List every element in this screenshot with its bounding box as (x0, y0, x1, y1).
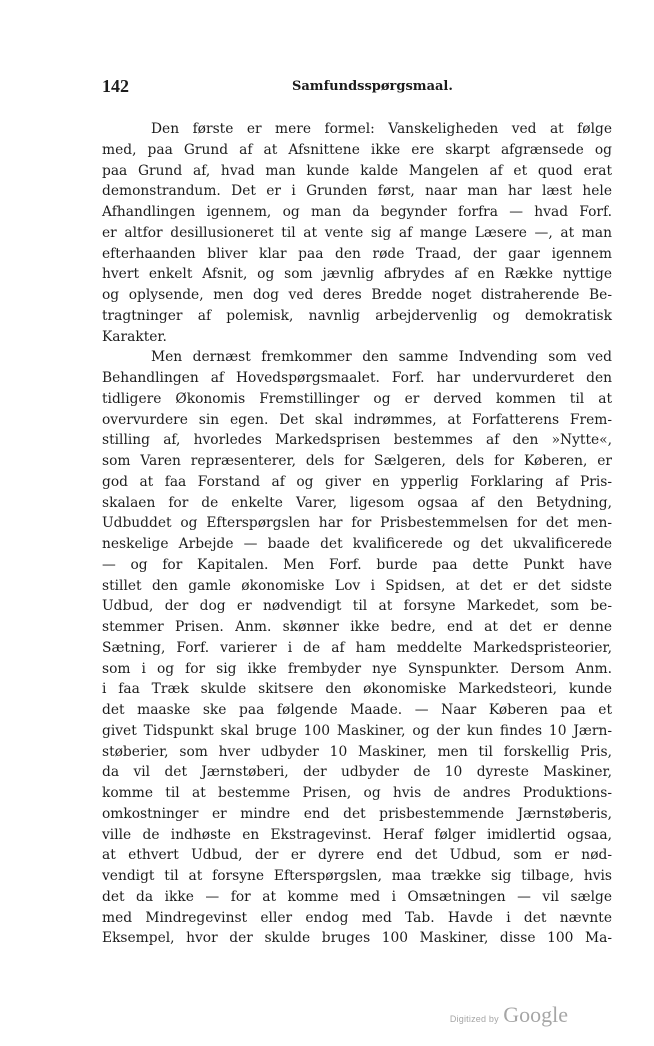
text-line: og oplysende, men dog ved deres Bredde noget distraherende Be- (102, 287, 612, 303)
text-line: Sætning, Forf. varierer i de af ham meddelte Markedspristeorier, (102, 639, 612, 656)
text-line: det maaske ske paa følgende Maade. — Naar Køberen paa et (102, 702, 612, 718)
body-text (102, 119, 612, 949)
text-line: Udbud, der dog er nødvendigt til at forsyne Markedet, som be- (102, 598, 612, 615)
text-line: med Mindregevinst eller endog med Tab. Havde i det nævnte (102, 909, 612, 926)
text-line: som Varen repræsenterer, dels for Sælgeren, dels for Køberen, er (102, 453, 612, 469)
text-line: Udbuddet og Efterspørgslen har for Prisbestemmelsen for det men- (102, 515, 612, 532)
text-line: hvert enkelt Afsnit, og som jævnlig afbrydes af en Række nyttige (102, 266, 612, 283)
text-line: stilling af, hvorledes Markedsprisen bestemmes af den »Nytte«, (102, 432, 612, 449)
text-line: stemmer Prisen. Anm. skønner ikke bedre, end at det er denne (102, 619, 612, 635)
text-line: med, paa Grund af at Afsnittene ikke ere skarpt afgrænsede og (102, 141, 612, 158)
text-line: overvurdere sin egen. Det skal indrømmes, at Forfatterens Frem- (102, 411, 612, 428)
text-line: stillet den gamle økonomiske Lov i Spidsen, at det er det sidste (102, 577, 612, 594)
text-line: det da ikke — for at komme med i Omsætningen — vil sælge (102, 888, 612, 905)
text-line: vendigt til at forsyne Efterspørgslen, maa trække sig tilbage, hvis (102, 868, 612, 884)
text-line: tidligere Økonomis Fremstillinger og er derved kommen til at (102, 390, 612, 407)
page-header (102, 76, 612, 100)
text-line: — og for Kapitalen. Men Forf. burde paa dette Punkt have (102, 556, 612, 573)
text-line: demonstrandum. Det er i Grunden først, naar man har læst hele (102, 183, 612, 200)
watermark-brand: Google (503, 1002, 568, 1027)
text-line: Afhandlingen igennem, og man da begynder forfra — hvad Forf. (102, 204, 612, 220)
text-line: støberier, som hver udbyder 10 Maskiner, men til forskellig Pris, (102, 743, 612, 760)
text-line: Den første er mere formel: Vanskeligheden ved at følge (151, 121, 612, 137)
text-line: neskelige Arbejde — baade det kvalificerede og det ukvalificerede (102, 536, 612, 552)
text-line: omkostninger er mindre end det prisbestemmende Jærnstøberis, (102, 805, 612, 822)
text-line: ville de indhøste en Ekstragevinst. Heraf følger imidlertid ogsaa, (102, 826, 612, 843)
text-line: er altfor desillusioneret til at vente sig af mange Læsere —, at man (102, 224, 612, 241)
page-number: 142 (102, 76, 129, 96)
digitized-watermark (450, 1002, 568, 1028)
text-line: god at faa Forstand af og giver en ypperlig Forklaring af Pris- (102, 473, 612, 490)
watermark-prefix: Digitized by (449, 1014, 499, 1024)
text-line: paa Grund af, hvad man kunde kalde Mangelen af et quod erat (102, 162, 612, 179)
running-title: Samfundsspørgsmaal. (292, 79, 453, 94)
text-line: i faa Træk skulde skitsere den økonomiske Markedsteori, kunde (102, 681, 612, 698)
text-line: efterhaanden bliver klar paa den røde Traad, der gaar igennem (102, 245, 612, 262)
text-line: at ethvert Udbud, der er dyrere end det Udbud, som er nød- (102, 847, 612, 864)
text-line: givet Tidspunkt skal bruge 100 Maskiner, og der kun findes 10 Jærn- (102, 722, 612, 739)
text-line: Karakter. (102, 328, 167, 345)
text-line: Behandlingen af Hovedspørgsmaalet. Forf. har undervurderet den (102, 370, 612, 386)
text-line: Eksempel, hvor der skulde bruges 100 Maskiner, disse 100 Ma- (102, 930, 612, 947)
text-line: Men dernæst fremkommer den samme Indvending som ved (151, 349, 612, 366)
text-line: tragtninger af polemisk, navnlig arbejdervenlig og demokratisk (102, 307, 612, 324)
text-line: som i og for sig ikke frembyder nye Synspunkter. Dersom Anm. (102, 660, 612, 677)
text-line: skalaen for de enkelte Varer, ligesom ogsaa af den Betydning, (102, 494, 612, 511)
text-line: da vil det Jærnstøberi, der udbyder de 10 dyreste Maskiner, (102, 764, 612, 781)
text-line: komme til at bestemme Prisen, og hvis de andres Produktions- (102, 785, 612, 801)
